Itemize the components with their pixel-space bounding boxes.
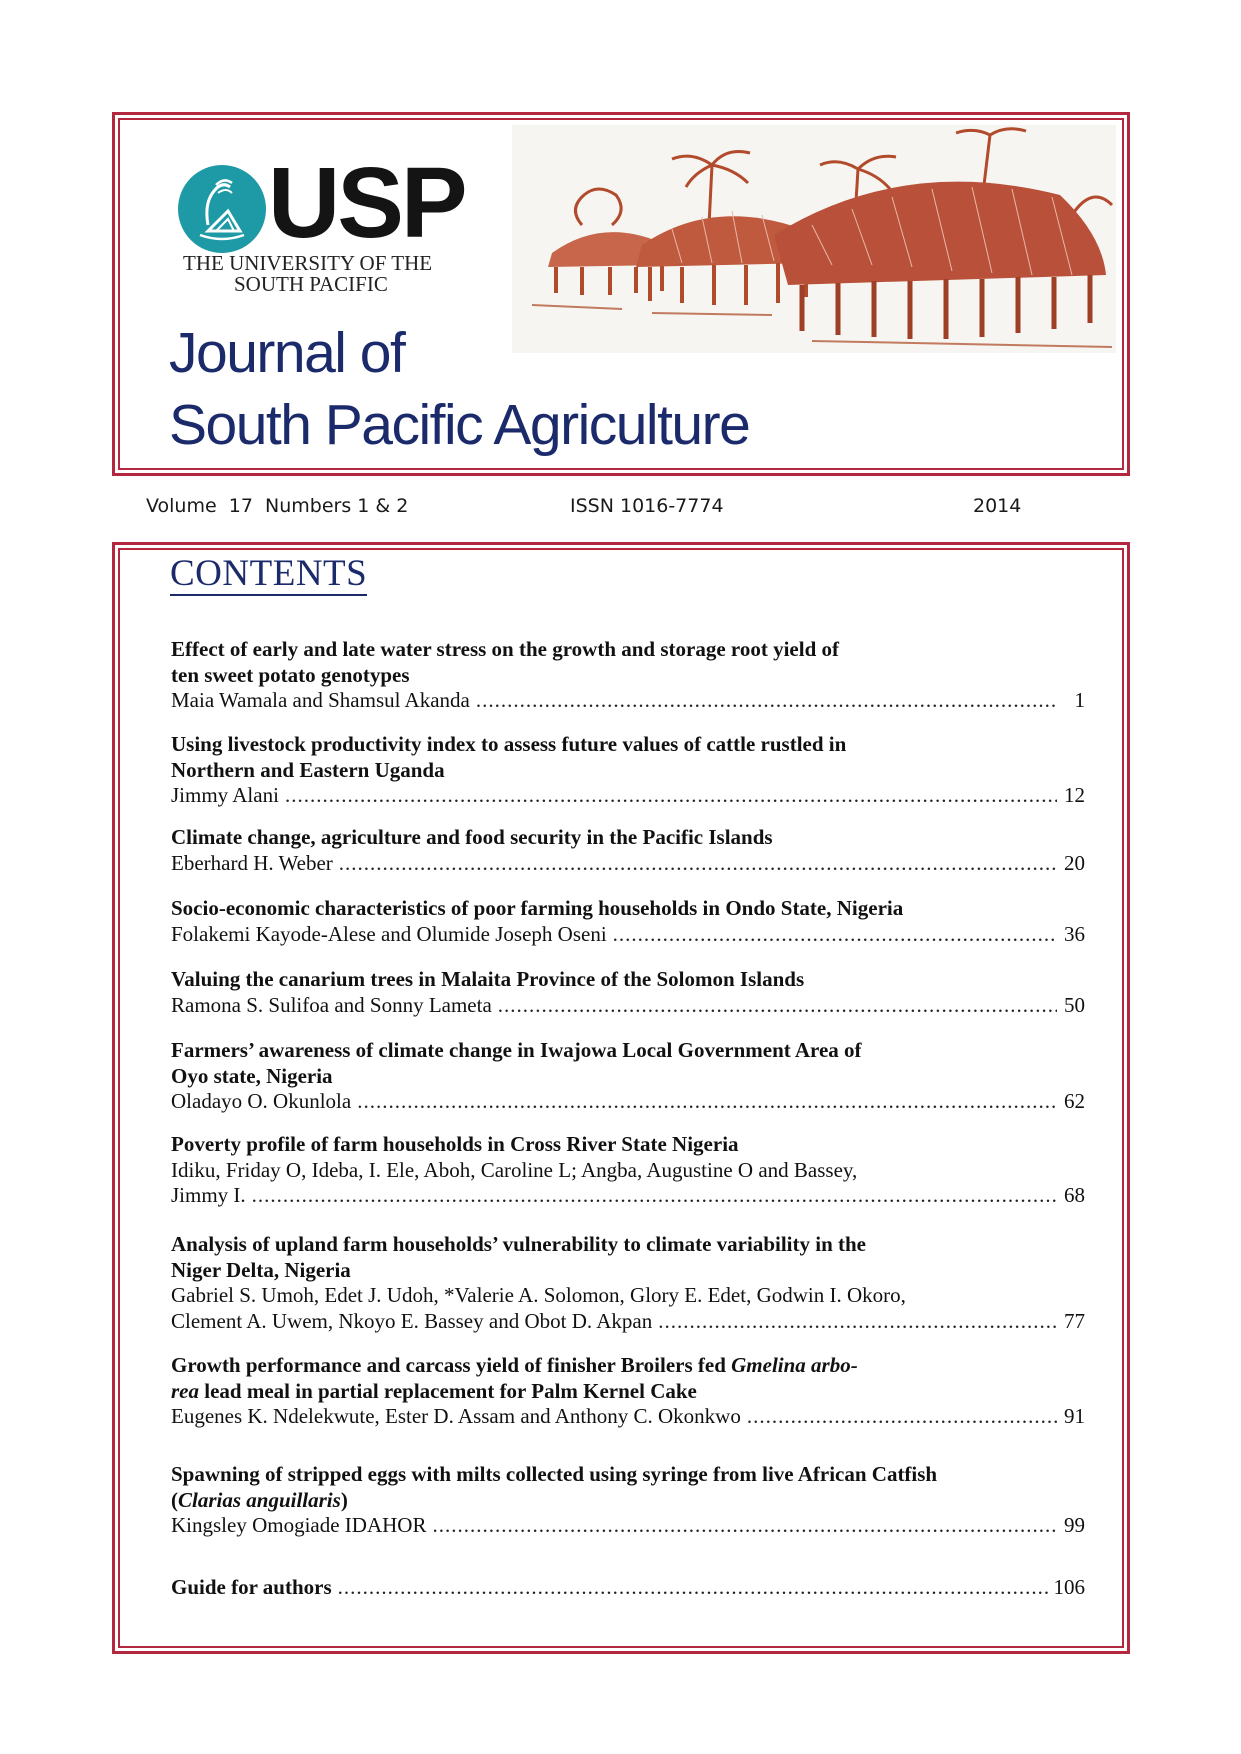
article-title: Analysis of upland farm households’ vulnerability to climate variability in the [171,1232,866,1256]
authors-line [171,783,1089,809]
page-number: 91 [1064,1404,1085,1428]
page-number: 1 [1074,688,1085,712]
leader-dots [339,851,1057,877]
leader-dots [252,1183,1057,1209]
page-number: 77 [1064,1308,1085,1333]
leader-dots [658,1309,1057,1335]
authors-line [171,1089,1089,1115]
article-authors: Kingsley Omogiade IDAHOR [171,1513,427,1537]
article-authors: Jimmy Alani [171,783,279,807]
page-number: 68 [1064,1183,1085,1207]
page-number: 50 [1064,992,1085,1017]
authors-line [171,1404,1089,1430]
authors-line [171,1309,1089,1335]
toc-entry[interactable] [171,1132,1089,1209]
article-authors: Oladayo O. Okunlola [171,1089,352,1113]
page-number: 62 [1064,1089,1085,1113]
article-title: Guide for authors [171,1575,332,1599]
publication-year: 2014 [973,495,1022,517]
article-authors: Maia Wamala and Shamsul Akanda [171,688,470,712]
leader-dots [338,1575,1048,1601]
article-title: Effect of early and late water stress on the growth and storage root yield of [171,637,840,661]
leader-dots [613,922,1057,948]
page-number: 20 [1064,850,1085,875]
authors-line [171,851,1089,877]
article-authors: Eberhard H. Weber [171,850,333,875]
article-title: Spawning of stripped eggs with milts collected using syringe from live African Catfish [171,1462,938,1486]
volume-number: Volume 17 Numbers 1 & 2 [146,495,409,517]
toc-entry[interactable] [171,825,1089,876]
article-title: Poverty profile of farm households in Cross River State Nigeria [171,1132,739,1156]
authors-line [171,922,1089,948]
journal-title-line1: Journal of [169,321,405,385]
university-name-line2: SOUTH PACIFIC [234,272,388,296]
page-number: 36 [1064,921,1085,946]
authors-line [171,1183,1089,1209]
leader-dots [498,993,1057,1019]
article-title-cont: ten sweet potato genotypes [171,662,410,687]
article-title: Socio-economic characteristics of poor farming households in Ondo State, Nigeria [171,896,904,920]
toc-entry[interactable] [171,637,1089,714]
article-title-cont: Oyo state, Nigeria [171,1063,333,1088]
article-title-cont: Niger Delta, Nigeria [171,1257,351,1282]
article-title: Using livestock productivity index to assess future values of cattle rustled in [171,732,847,756]
toc-entry[interactable] [171,896,1089,947]
article-title: Farmers’ awareness of climate change in Iwajowa Local Government Area of [171,1038,862,1062]
leader-dots [285,783,1057,809]
leader-dots [476,688,1057,714]
authors-line [171,993,1089,1019]
toc-entry[interactable] [171,1353,1089,1430]
article-title-cont: Northern and Eastern Uganda [171,757,445,782]
toc-entry[interactable] [171,1462,1089,1539]
journal-title-line2: South Pacific Agriculture [169,393,750,457]
article-title: Growth performance and carcass yield of finisher Broilers fed Gmelina arbo- [171,1353,858,1377]
article-title: Valuing the canarium trees in Malaita Province of the Solomon Islands [171,967,805,991]
authors-line [171,1575,1089,1601]
article-title-cont: (Clarias anguillaris) [171,1487,348,1512]
article-authors: Ramona S. Sulifoa and Sonny Lameta [171,992,492,1017]
village-huts-illustration [512,125,1116,353]
toc-entry[interactable] [171,967,1089,1018]
page-number: 106 [1053,1575,1085,1599]
leader-dots [357,1089,1057,1115]
authors-line [171,1513,1089,1539]
article-authors: Jimmy I. [171,1183,246,1207]
toc-entry[interactable] [171,1575,1089,1601]
article-authors: Clement A. Uwem, Nkoyo E. Bassey and Obot D. Akpan [171,1308,653,1333]
toc-entry[interactable] [171,732,1089,809]
article-title-cont: rea lead meal in partial replacement for Palm Kernel Cake [171,1378,697,1403]
leader-dots [747,1404,1057,1430]
page-number: 99 [1064,1513,1085,1537]
article-authors-line1: Gabriel S. Umoh, Edet J. Udoh, *Valerie A. Solomon, Glory E. Edet, Godwin I. Okoro, [171,1283,906,1307]
usp-logo-emblem-icon [178,165,266,253]
toc-entry[interactable] [171,1232,1089,1334]
toc-entry[interactable] [171,1038,1089,1115]
article-authors: Eugenes K. Ndelekwute, Ester D. Assam and Anthony C. Okonkwo [171,1404,741,1428]
leader-dots [432,1513,1057,1539]
article-title: Climate change, agriculture and food security in the Pacific Islands [171,825,773,849]
usp-logo-wordmark: USP [268,147,465,259]
article-authors-line1: Idiku, Friday O, Ideba, I. Ele, Aboh, Caroline L; Angba, Augustine O and Bassey, [171,1157,858,1182]
page-number: 12 [1064,783,1085,807]
university-name-line1: THE UNIVERSITY OF THE [183,251,433,275]
article-authors: Folakemi Kayode-Alese and Olumide Joseph Oseni [171,921,607,946]
contents-heading: CONTENTS [170,553,368,594]
issn: ISSN 1016-7774 [570,495,724,517]
authors-line [171,688,1089,714]
